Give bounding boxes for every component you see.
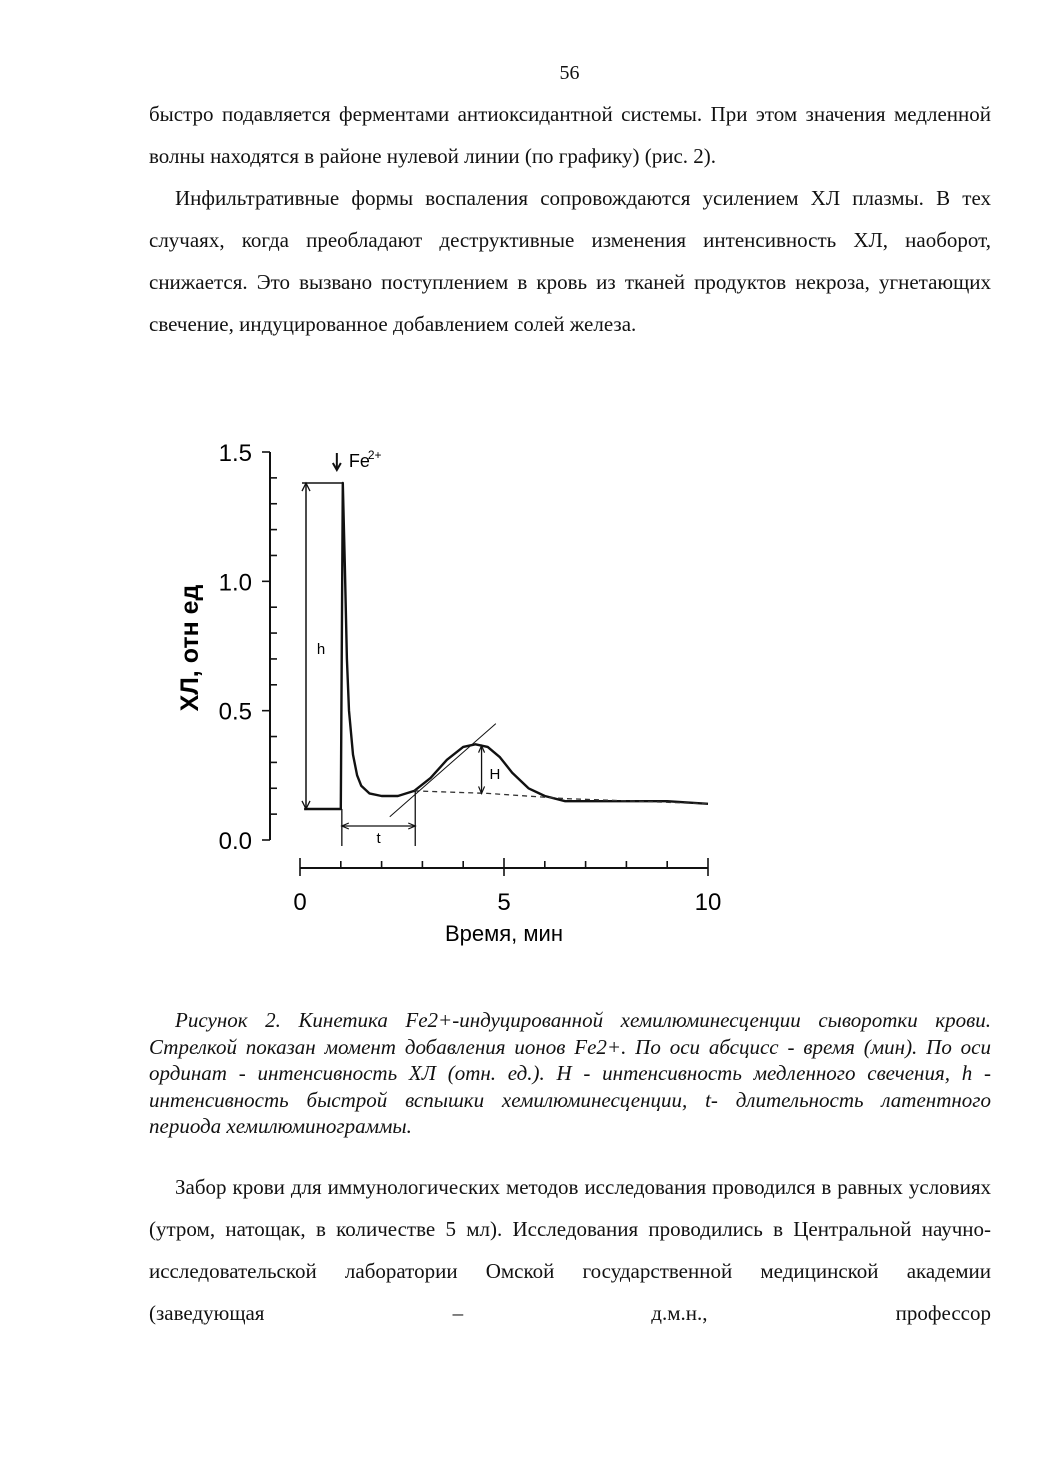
page-number: 56 bbox=[559, 62, 580, 84]
t-label: t bbox=[376, 830, 381, 847]
h-label: h bbox=[316, 641, 326, 658]
paragraph-3: Забор крови для иммунологических методов исследования проводился в равных условиях (утром, натощак, в количестве 5 мл). Исследования проводились в Центральной научно-исследовательской лаборатории Омской государственной медицинской академии (заведующая – д.м.н., профессор bbox=[149, 1175, 991, 1325]
paragraph-2: Инфильтративные формы воспаления сопровождаются усилением ХЛ плазмы. В тех случаях, когда преобладают деструктивные изменения интенсивность ХЛ, наоборот, снижается. Это вызвано поступлением в кровь из тканей продуктов некроза, угнетающих свечение, индуцированное добавлением солей железа. bbox=[149, 186, 991, 336]
x-axis-label: Время, мин bbox=[445, 921, 563, 946]
y-tick-label: 1.0 bbox=[218, 569, 252, 597]
fe-label-superscript: 2+ bbox=[367, 448, 382, 462]
fe-label: Fe bbox=[348, 451, 370, 471]
body-text-bottom bbox=[149, 1166, 991, 1334]
paragraph-1: быстро подавляется ферментами антиоксидантной системы. При этом значения медленной волны находятся в районе нулевой линии (по графику) (рис. 2). bbox=[149, 102, 991, 168]
x-tick-label: 5 bbox=[497, 889, 511, 916]
x-tick-label: 0 bbox=[293, 889, 307, 916]
kinetics-curve bbox=[304, 483, 708, 809]
y-axis-label: ХЛ, отн ед bbox=[176, 584, 204, 712]
H-label: H bbox=[489, 766, 501, 783]
y-tick-label: 0.5 bbox=[218, 698, 252, 726]
figure-caption: Рисунок 2. Кинетика Fe2+-индуцированной хемилюминесценции сыворотки крови. Стрелкой показан момент добавления ионов Fe2+. По оси абсцисс - время (мин). По оси ординат - интенсивность ХЛ (отн. ед.). H - интенсивность медленного свечения, h - интенсивность быстрой вспышки хемилюминесценции, t- длительность латентного периода хемилюминограммы. bbox=[149, 1008, 991, 1138]
y-tick-label: 1.5 bbox=[218, 440, 252, 467]
y-tick-label: 0.0 bbox=[218, 828, 252, 855]
x-tick-label: 10 bbox=[694, 889, 722, 916]
tangent-line bbox=[390, 724, 496, 817]
